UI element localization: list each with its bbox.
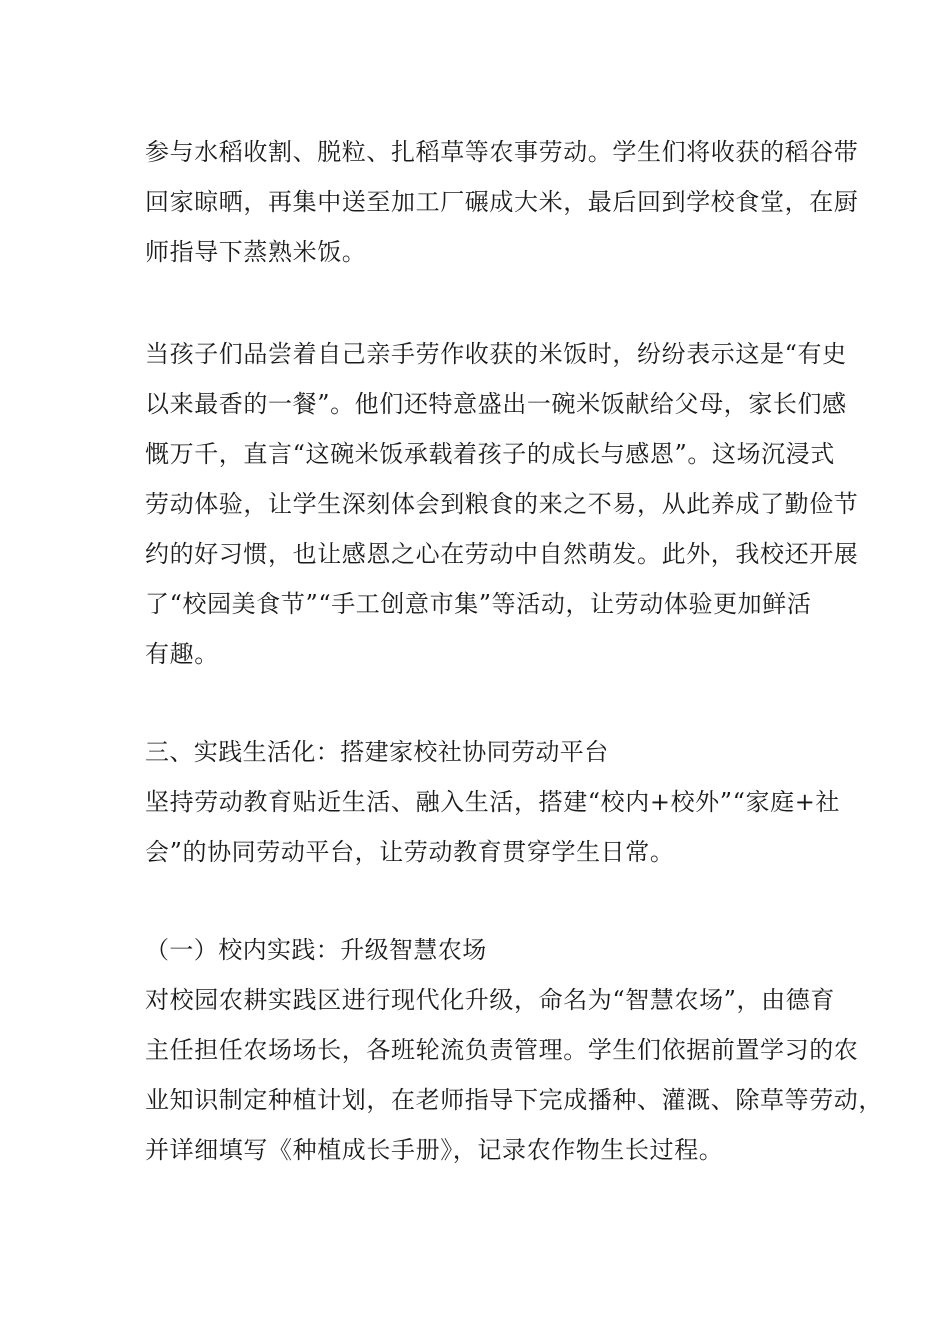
paragraph-2-line-7: 有趣。 xyxy=(145,640,219,668)
paragraph-4-line-2: 主任担任农场场长，各班轮流负责管理。学生们依据前置学习的农 xyxy=(145,1036,859,1064)
paragraph-4-line-3: 业知识制定种植计划，在老师指导下完成播种、灌溉、除草等劳动， xyxy=(145,1086,883,1114)
paragraph-1-line-3: 师指导下蒸熟米饭。 xyxy=(145,238,367,266)
paragraph-4-line-4: 并详细填写《种植成长手册》，记录农作物生长过程。 xyxy=(145,1136,724,1164)
paragraph-2-line-3: 慨万千，直言“这碗米饭承载着孩子的成长与感恩”。这场沉浸式 xyxy=(145,440,835,468)
paragraph-4-line-1: 对校园农耕实践区进行现代化升级，命名为“智慧农场”，由德育 xyxy=(145,986,835,1014)
paragraph-2-line-6: 了“校园美食节”“手工创意市集”等活动，让劳动体验更加鲜活 xyxy=(145,590,812,618)
paragraph-2-line-1: 当孩子们品尝着自己亲手劳作收获的米饭时，纷纷表示这是“有史 xyxy=(145,340,847,368)
paragraph-2-line-5: 约的好习惯，也让感恩之心在劳动中自然萌发。此外，我校还开展 xyxy=(145,540,859,568)
paragraph-3-line-1: 坚持劳动教育贴近生活、融入生活，搭建“校内+校外”“家庭+社 xyxy=(145,788,841,816)
subsection-1-heading: （一）校内实践：升级智慧农场 xyxy=(145,936,487,964)
paragraph-1-line-1: 参与水稻收割、脱粒、扎稻草等农事劳动。学生们将收获的稻谷带 xyxy=(145,138,859,166)
section-3-heading: 三、实践生活化：搭建家校社协同劳动平台 xyxy=(145,738,609,766)
paragraph-3-line-2: 会”的协同劳动平台，让劳动教育贯穿学生日常。 xyxy=(145,838,675,866)
paragraph-1-line-2: 回家晾晒，再集中送至加工厂碾成大米，最后回到学校食堂，在厨 xyxy=(145,188,859,216)
paragraph-2-line-2: 以来最香的一餐”。他们还特意盛出一碗米饭献给父母，家长们感 xyxy=(145,390,847,418)
paragraph-2-line-4: 劳动体验，让学生深刻体会到粮食的来之不易，从此养成了勤俭节 xyxy=(145,490,859,518)
